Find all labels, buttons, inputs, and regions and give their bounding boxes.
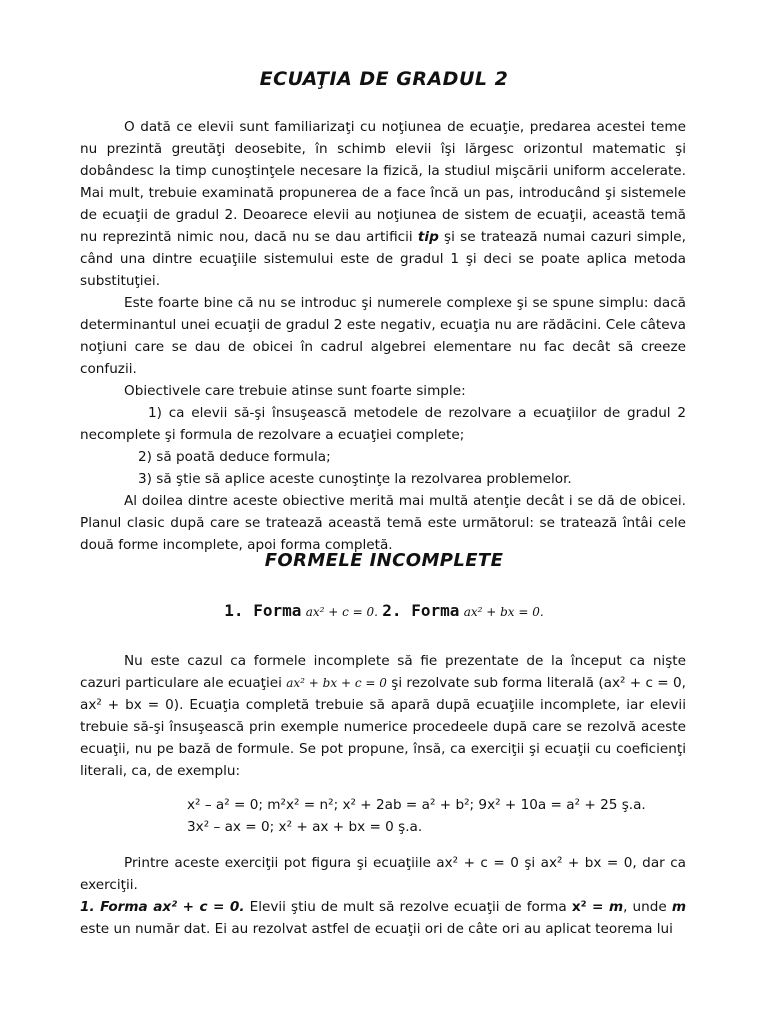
objective-3: 3) să ştie să aplice aceste cunoştinţe la rezolvarea problemelor. <box>138 471 572 487</box>
p7-eq: x² = <box>571 899 609 915</box>
objective-1: 1) ca elevii să-şi însuşească metodele de rezolvare a ecuaţiilor de gradul 2 necomplete şi formula de rezolvare a ecuaţiei complete; <box>80 405 686 443</box>
section-body <box>80 650 686 940</box>
p5-text-b: şi rezolvate sub forma literală (ax² + c = 0, ax² + bx = 0). Ecuaţia completă trebuie să apară după ecuaţiile incomplete, iar elevii trebuie să-şi însuşească prin exemple numerice procedeele după care se rezolvă aceste ecuaţii, nu pe bază de formule. Se pot propune, însă, ca exerciţii şi ecuaţii cu coeficienţi literali, ca, de exemplu: <box>80 675 686 779</box>
form2-equation: ax² + bx = 0. <box>463 605 544 619</box>
intro-p1-tip: tip <box>417 229 439 245</box>
document-title: ECUAŢIA DE GRADUL 2 <box>259 68 509 90</box>
p7-text-c: este un număr dat. Ei au rezolvat astfel de ecuaţii ori de câte ori au aplicat teorema lui <box>80 921 673 937</box>
intro-p1-end: şi se tratează numai cazuri simple, când una dintre ecuaţiile sistemului este de gradul 1 şi deci se poate aplica metoda substituţiei. <box>80 229 686 289</box>
example-equations-line-2: 3x² – ax = 0; x² + ax + bx = 0 ş.a. <box>187 819 423 835</box>
p7-m2: m <box>671 899 687 915</box>
intro-p1-text: O dată ce elevii sunt familiarizaţi cu noţiunea de ecuaţie, predarea acestei teme nu prezintă greutăţi deosebite, în schimb elevii îşi lărgesc orizontul matematic şi dobândesc la timp cunoştinţele necesare la fizică, la studiul mişcării uniform accelerate. Mai mult, trebuie examinată propunerea de a face încă un pas, introducând şi sistemele de ecuaţii de gradul 2. Deoarece elevii au noţiunea de sistem de ecuaţii, această temă nu reprezintă nimic nou, dacă nu se dau artificii <box>80 119 686 245</box>
section-paragraph-2: Printre aceste exerciţii pot figura şi ecuaţiile ax² + c = 0 şi ax² + bx = 0, dar ca exerciţii. <box>80 855 686 893</box>
intro-block <box>80 116 686 556</box>
section-title: FORMELE INCOMPLETE <box>264 550 504 571</box>
p7-text-a: Elevii ştiu de mult să rezolve ecuaţii de forma <box>244 899 572 915</box>
intro-paragraph-2: Este foarte bine că nu se introduc şi numerele complexe şi se spune simplu: dacă determinantul unei ecuaţii de gradul 2 este negativ, ecuaţia nu are rădăcini. Cele câteva noţiuni care se dau de obicei în cadrul algebrei elementare nu fac decât să creeze confuzii. <box>80 295 686 377</box>
intro-paragraph-1 <box>80 116 686 292</box>
intro-paragraph-3: Obiectivele care trebuie atinse sunt foarte simple: <box>124 383 466 399</box>
p7-m: m <box>608 899 624 915</box>
example-equations-line-1: x² – a² = 0; m²x² = n²; x² + 2ab = a² + b²; 9x² + 10a = a² + 25 ş.a. <box>187 797 646 813</box>
p5-equation: ax² + bx + c = 0 <box>286 676 387 690</box>
section-paragraph-1 <box>80 650 686 782</box>
form1-equation: ax² + c = 0. <box>305 605 378 619</box>
intro-paragraph-4: Al doilea dintre aceste obiective merită mai multă atenţie decât i se dă de obicei. Planul clasic după care se tratează această temă este următorul: se tratează întâi cele două forme incomplete, apoi forma completă. <box>80 493 686 553</box>
form1-label: 1. Forma <box>224 601 302 620</box>
p7-text-b: , unde <box>623 899 672 915</box>
form2-label: 2. Forma <box>382 601 460 620</box>
forms-heading <box>0 598 768 625</box>
p7-heading: 1. Forma ax² + c = 0. <box>80 899 245 915</box>
objective-2: 2) să poată deduce formula; <box>138 449 331 465</box>
p5-text-a: Nu este cazul ca formele incomplete să fie prezentate de la început ca nişte cazuri particulare ale ecuaţiei <box>80 653 686 691</box>
section-paragraph-3 <box>80 896 686 940</box>
